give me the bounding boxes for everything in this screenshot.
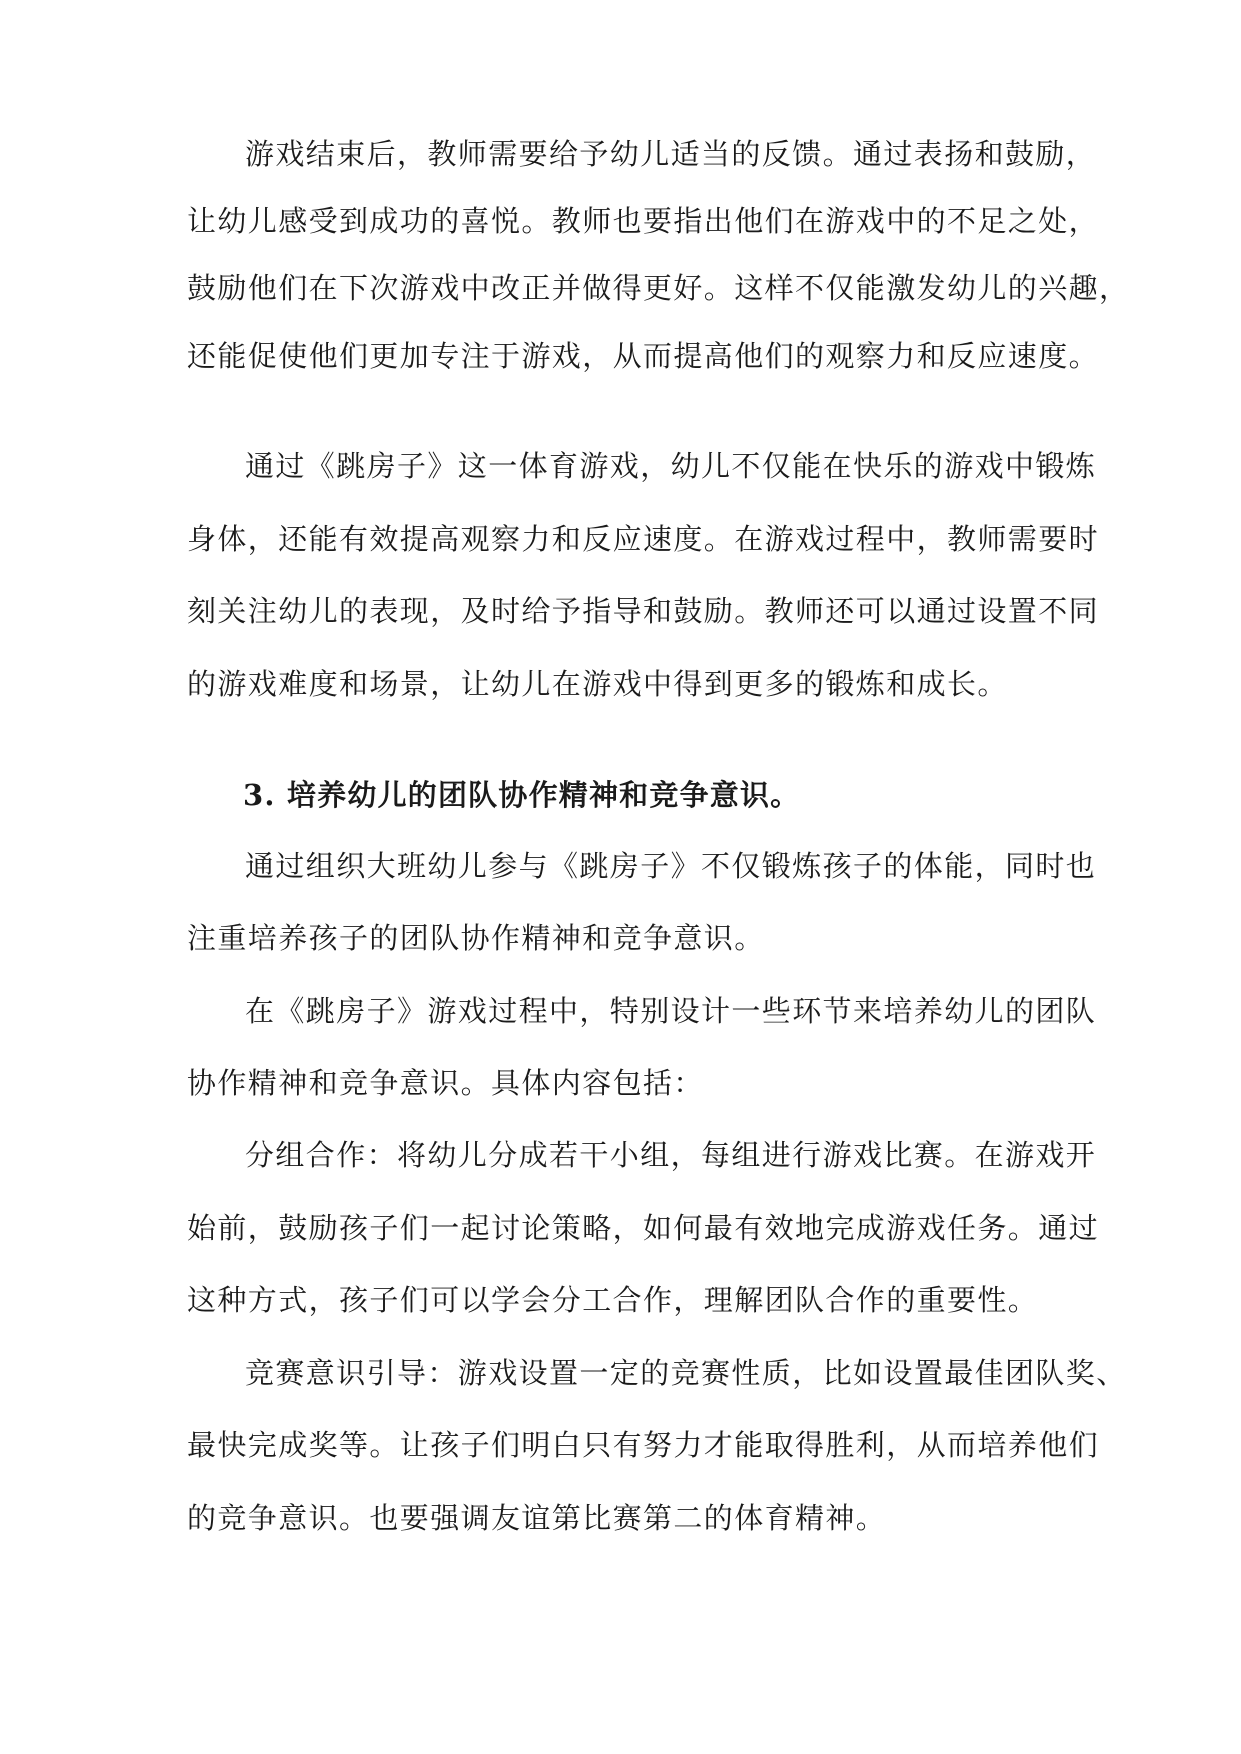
paragraph-summary-line-2: 身体，还能有效提高观察力和反应速度。在游戏过程中，教师需要时 xyxy=(187,522,1100,556)
paragraph-group-line-3: 这种方式，孩子们可以学会分工合作，理解团队合作的重要性。 xyxy=(187,1283,1039,1317)
paragraph-competition-line-2: 最快完成奖等。让孩子们明白只有努力才能取得胜利，从而培养他们 xyxy=(187,1428,1100,1462)
section-heading: 3. 培养幼儿的团队协作精神和竞争意识。 xyxy=(243,778,801,812)
paragraph-competition-line-1: 竞赛意识引导：游戏设置一定的竞赛性质，比如设置最佳团队奖、 xyxy=(245,1356,1127,1390)
paragraph-feedback-line-3: 鼓励他们在下次游戏中改正并做得更好。这样不仅能激发幼儿的兴趣， xyxy=(187,271,1130,305)
paragraph-feedback-line-1: 游戏结束后，教师需要给予幼儿适当的反馈。通过表扬和鼓励， xyxy=(245,137,1097,171)
paragraph-design-line-2: 协作精神和竞争意识。具体内容包括： xyxy=(187,1066,704,1100)
paragraph-intro-line-1: 通过组织大班幼儿参与《跳房子》不仅锻炼孩子的体能，同时也 xyxy=(245,849,1097,883)
paragraph-summary-line-4: 的游戏难度和场景，让幼儿在游戏中得到更多的锻炼和成长。 xyxy=(187,667,1008,701)
paragraph-feedback-line-2: 让幼儿感受到成功的喜悦。教师也要指出他们在游戏中的不足之处， xyxy=(187,204,1100,238)
paragraph-group-line-1: 分组合作：将幼儿分成若干小组，每组进行游戏比赛。在游戏开 xyxy=(245,1138,1097,1172)
paragraph-design-line-1: 在《跳房子》游戏过程中，特别设计一些环节来培养幼儿的团队 xyxy=(245,994,1097,1028)
paragraph-feedback-line-4: 还能促使他们更加专注于游戏，从而提高他们的观察力和反应速度。 xyxy=(187,339,1100,373)
paragraph-intro-line-2: 注重培养孩子的团队协作精神和竞争意识。 xyxy=(187,921,765,955)
paragraph-summary-line-3: 刻关注幼儿的表现，及时给予指导和鼓励。教师还可以通过设置不同 xyxy=(187,594,1100,628)
paragraph-summary-line-1: 通过《跳房子》这一体育游戏，幼儿不仅能在快乐的游戏中锻炼 xyxy=(245,449,1097,483)
paragraph-competition-line-3: 的竞争意识。也要强调友谊第比赛第二的体育精神。 xyxy=(187,1501,887,1535)
paragraph-group-line-2: 始前，鼓励孩子们一起讨论策略，如何最有效地完成游戏任务。通过 xyxy=(187,1211,1100,1245)
